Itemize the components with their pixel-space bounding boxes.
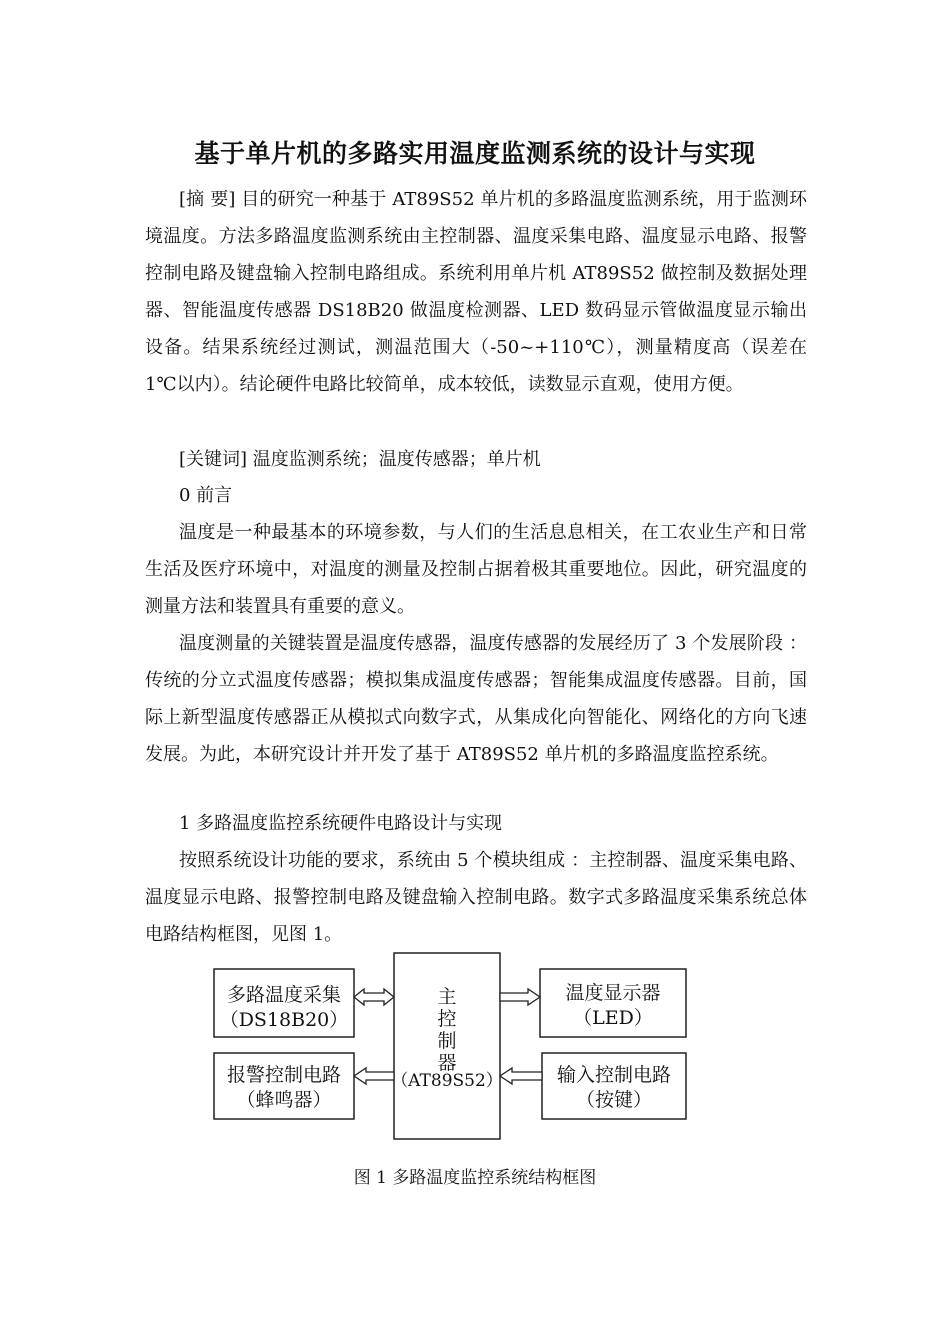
controller-model-label: （AT89S52） bbox=[391, 1071, 503, 1091]
intro-paragraph-1: 温度是一种最基本的环境参数，与人们的生活息息相关，在工农业生产和日常生活及医疗环境中，对温度的测量及控制占据着极其重要地位。因此，研究温度的测量方法和装置具有重要的意义。 bbox=[145, 522, 807, 617]
arrow-from-input bbox=[500, 1068, 542, 1084]
input-label: 输入控制电路 bbox=[556, 1064, 672, 1086]
bidirectional-arrow bbox=[354, 989, 394, 1005]
intro-paragraph-2: 温度测量的关键装置是温度传感器，温度传感器的发展经历了 3 个发展阶段 ：传统的分立式温度传感器；模拟集成温度传感器；智能集成温度传感器。目前，国际上新型温度传感器正从模拟式向数字式，从集成化向智能化、网络化的方向飞速发展。为此，本研究设计并开发了基于 AT89S52 单片机的多路温度监控系统。 bbox=[145, 633, 807, 765]
arrow-to-display bbox=[500, 989, 540, 1005]
controller-char-3: 制 bbox=[437, 1030, 457, 1052]
figure-caption: 图 1 多路温度监控系统结构框图 bbox=[353, 1168, 597, 1188]
acquisition-sublabel: （DS18B20） bbox=[219, 1009, 349, 1031]
display-sublabel: （LED） bbox=[573, 1007, 653, 1029]
alarm-label: 报警控制电路 bbox=[226, 1064, 342, 1086]
system-block-diagram bbox=[212, 951, 692, 1143]
controller-char-4: 器 bbox=[437, 1052, 457, 1074]
section-heading-1: 1 多路温度监控系统硬件电路设计与实现 bbox=[179, 813, 503, 834]
controller-char-2: 控 bbox=[437, 1008, 457, 1030]
alarm-sublabel: （蜂鸣器） bbox=[236, 1089, 332, 1111]
section-heading-intro: 0 前言 bbox=[179, 485, 233, 506]
arrow-to-alarm bbox=[354, 1068, 394, 1084]
section1-paragraph-1: 按照系统设计功能的要求，系统由 5 个模块组成 ：主控制器、温度采集电路、温度显示电路、报警控制电路及键盘输入控制电路。数字式多路温度采集系统总体电路结构框图，见图 1。 bbox=[145, 850, 807, 945]
abstract-paragraph: [摘 要] 目的研究一种基于 AT89S52 单片机的多路温度监测系统，用于监测环境温度。方法多路温度监测系统由主控制器、温度采集电路、温度显示电路、报警控制电路及键盘输入控制电路组成。系统利用单片机 AT89S52 做控制及数据处理器、智能温度传感器 DS18B20 做温度检测器、LED 数码显示管做温度显示输出设备。结果系统经过测试，测温范围大（-50~+110℃），测量精度高（误差在 1℃以内）。结论硬件电路比较简单，成本较低，读数显示直观，使用方便。 bbox=[145, 189, 807, 395]
paper-title: 基于单片机的多路实用温度监测系统的设计与实现 bbox=[194, 139, 756, 168]
keywords-paragraph: [关键词] 温度监测系统；温度传感器；单片机 bbox=[179, 449, 541, 470]
input-sublabel: （按键） bbox=[575, 1089, 653, 1111]
display-label: 温度显示器 bbox=[565, 982, 661, 1004]
controller-char-1: 主 bbox=[437, 986, 457, 1008]
acquisition-label: 多路温度采集 bbox=[226, 984, 342, 1006]
